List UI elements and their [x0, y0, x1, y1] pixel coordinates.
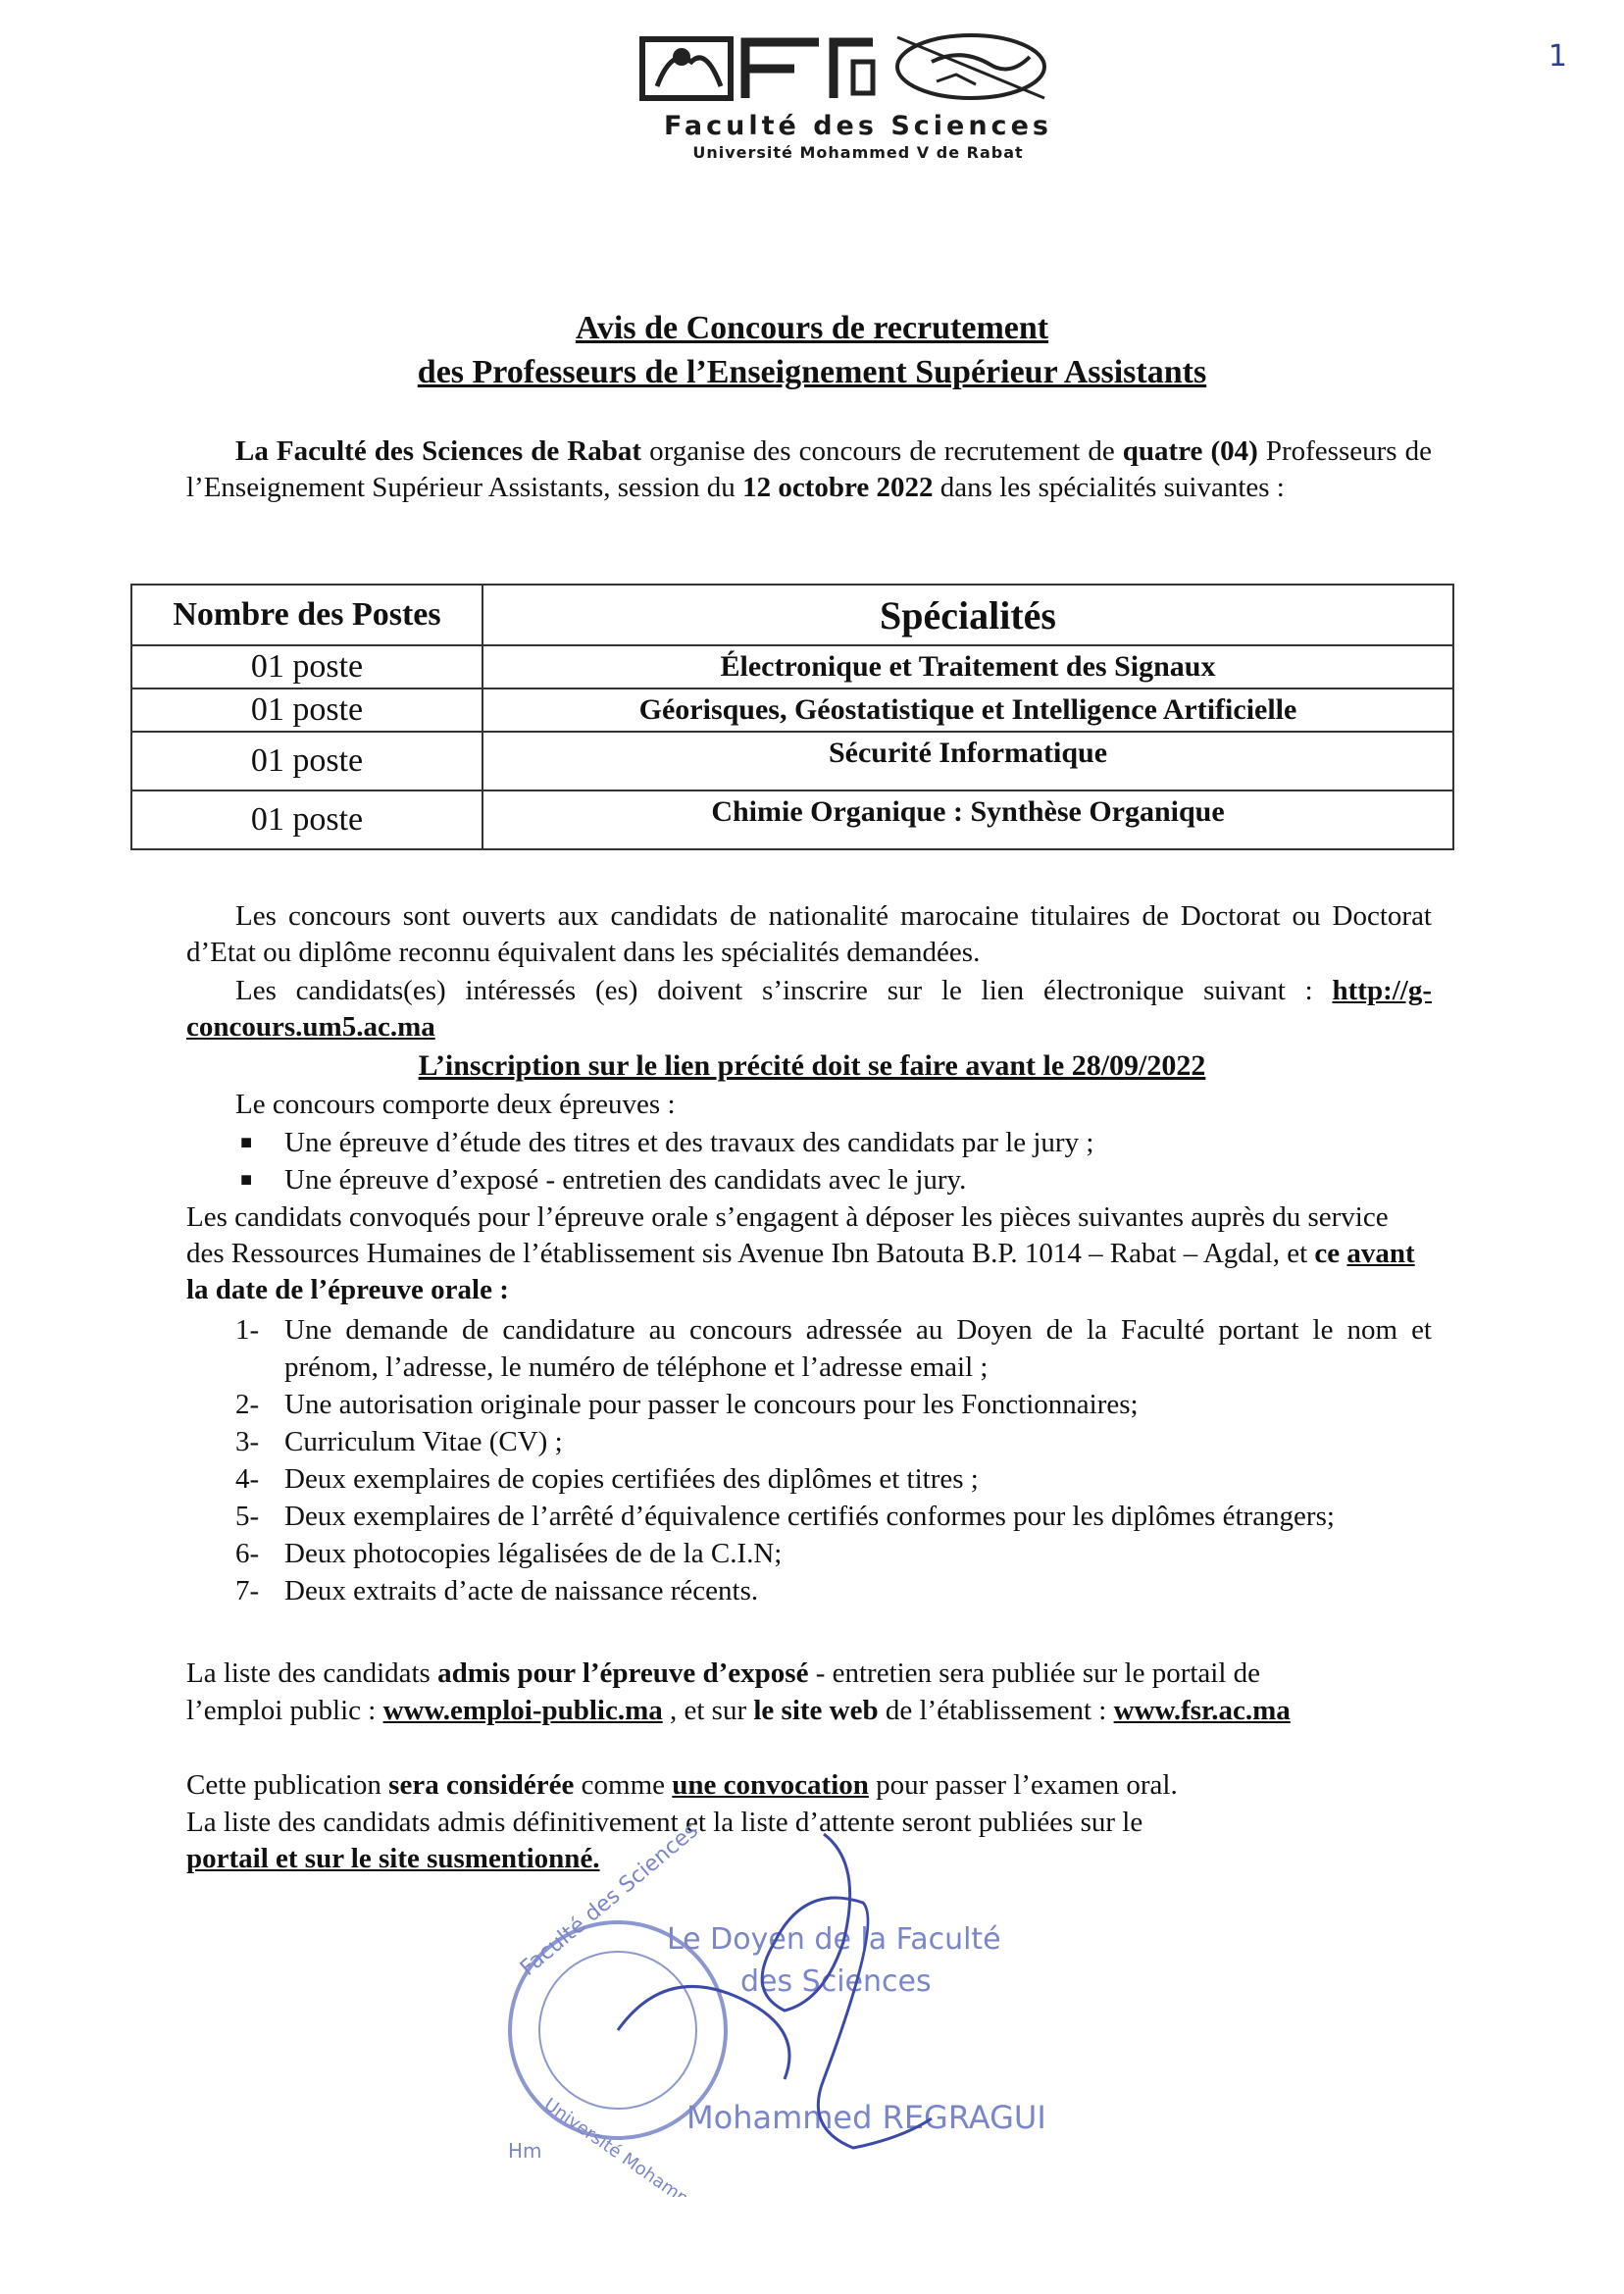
item-number: 4-	[235, 1463, 260, 1495]
stamp-icon	[490, 1824, 1079, 2197]
registration-paragraph	[186, 973, 1432, 1045]
document-item-text: Deux exemplaires de l’arrêté d’équivalence certifiés conformes pour les diplômes étrangers;	[284, 1501, 1335, 1532]
item-number: 5-	[235, 1501, 260, 1532]
publication-text-d: , et sur	[662, 1695, 754, 1726]
signature-name: Mohammed REGRAGUI	[686, 2099, 1046, 2136]
item-number: 3-	[235, 1426, 260, 1457]
intro-text-1: organise des concours de recrutement de	[641, 435, 1123, 467]
table-row	[131, 645, 1453, 688]
item-number: 1-	[235, 1314, 260, 1346]
publication-paragraph	[186, 1655, 1363, 1729]
convocation-bold: sera considérée	[388, 1769, 575, 1801]
positions-table	[130, 584, 1454, 850]
exams-list	[186, 1124, 1432, 1198]
convocation-text-c: comme	[574, 1769, 673, 1801]
row-posts: 01 poste	[131, 688, 482, 732]
faculty-name: Faculté des Sciences	[664, 111, 1052, 141]
row-posts: 01 poste	[131, 732, 482, 790]
list-item	[186, 1124, 1432, 1161]
bullet-icon: ■	[240, 1132, 253, 1153]
intro-org: La Faculté des Sciences de Rabat	[235, 435, 642, 467]
publication-text-f: de l’établissement :	[878, 1695, 1114, 1726]
final-list-bold: portail et sur le site susmentionné.	[186, 1843, 600, 1874]
table-row	[131, 688, 1453, 732]
convocation-text-a: Cette publication	[186, 1769, 389, 1801]
signature-stamp	[490, 1824, 1079, 2197]
fsr-link[interactable]: www.fsr.ac.ma	[1113, 1695, 1291, 1726]
publication-admis: admis pour l’épreuve d’exposé	[437, 1657, 809, 1689]
stamp-bottom-label: Université Mohammed V	[539, 2094, 731, 2197]
faculty-emblem-icon	[637, 27, 1079, 116]
document-item-text: Deux extraits d’acte de naissance récents.	[284, 1575, 759, 1606]
table-row	[131, 732, 1453, 790]
intro-count: quatre (04)	[1122, 435, 1258, 467]
list-item	[186, 1161, 1432, 1198]
item-number: 7-	[235, 1575, 260, 1606]
list-item	[186, 1311, 1432, 1386]
row-posts: 01 poste	[131, 790, 482, 849]
documents-intro-bold-3: la date de l’épreuve orale :	[186, 1274, 509, 1305]
intro-date: 12 octobre 2022	[742, 472, 934, 503]
faculty-logo	[637, 27, 1079, 162]
list-item	[186, 1460, 1432, 1498]
registration-text: Les candidats(es) intéressés (es) doivent s’inscrire sur le lien électronique suivant :	[235, 975, 1313, 1006]
list-item	[186, 1423, 1432, 1460]
title-line-1: Avis de Concours de recrutement	[575, 310, 1049, 346]
item-number: 6-	[235, 1538, 260, 1569]
document-item-text: Deux photocopies légalisées de de la C.I.N;	[284, 1538, 783, 1569]
convocation-paragraph	[186, 1767, 1432, 1804]
documents-intro-bold-2: avant	[1346, 1238, 1415, 1269]
registration-link[interactable]: http://g-concours.um5.ac.ma	[186, 975, 1432, 1043]
list-item	[186, 1535, 1432, 1572]
documents-intro	[186, 1199, 1432, 1308]
final-list-text: La liste des candidats admis définitivement et la liste d’attente seront publiées sur le	[186, 1807, 1143, 1838]
row-posts: 01 poste	[131, 645, 482, 688]
documents-intro-bold-1: ce	[1314, 1238, 1347, 1269]
table-row	[131, 790, 1453, 849]
convocation-underlined: une convocation	[672, 1769, 869, 1801]
stamp-label: Faculté des Sciences	[516, 1824, 703, 1981]
emploi-public-link[interactable]: www.emploi-public.ma	[382, 1695, 663, 1726]
exams-intro: Le concours comporte deux épreuves :	[235, 1089, 676, 1120]
list-item	[186, 1498, 1432, 1535]
eligibility-paragraph: Les concours sont ouverts aux candidats de nationalité marocaine titulaires de Doctorat ou Doctorat d’Etat ou diplôme reconnu équivalent dans les spécialités demandées.	[186, 900, 1432, 968]
header-specialties: Spécialités	[482, 585, 1453, 645]
list-item	[186, 1572, 1432, 1609]
publication-site-web: le site web	[753, 1695, 879, 1726]
bullet-icon: ■	[240, 1169, 253, 1191]
documents-list	[186, 1311, 1432, 1609]
list-item	[186, 1386, 1432, 1423]
row-specialty: Géorisques, Géostatistique et Intelligence Artificielle	[482, 688, 1453, 732]
publication-text-a: La liste des candidats	[186, 1657, 438, 1689]
signature-title-1: Le Doyen de la Faculté	[667, 1922, 1001, 1957]
row-specialty: Chimie Organique : Synthèse Organique	[482, 790, 1453, 849]
intro-paragraph	[186, 433, 1432, 506]
page-number: 1	[1548, 39, 1567, 74]
header-posts: Nombre des Postes	[131, 585, 482, 645]
document-item-text: Une demande de candidature au concours adressée au Doyen de la Faculté portant le nom et prénom, l’adresse, le numéro de téléphone et l’adresse email ;	[284, 1314, 1432, 1383]
document-item-text: Une autorisation originale pour passer le concours pour les Fonctionnaires;	[284, 1389, 1139, 1420]
documents-intro-text: Les candidats convoqués pour l’épreuve orale s’engagent à déposer les pièces suivantes auprès du service des Ressources Humaines de l’établissement sis Avenue Ibn Batouta B.P. 1014 – Rabat – Agdal, et	[186, 1201, 1389, 1269]
item-number: 2-	[235, 1389, 260, 1420]
exam-item-text: Une épreuve d’étude des titres et des travaux des candidats par le jury ;	[284, 1127, 1094, 1158]
publication-text-c: - entretien sera publiée sur le portail de l’emploi public :	[186, 1657, 1261, 1726]
document-item-text: Deux exemplaires de copies certifiées des diplômes et titres ;	[284, 1463, 979, 1495]
title-line-2: des Professeurs de l’Enseignement Supérieur Assistants	[417, 354, 1207, 390]
registration-deadline: L’inscription sur le lien précité doit se faire avant le 28/09/2022	[418, 1049, 1206, 1082]
university-name: Université Mohammed V de Rabat	[692, 143, 1024, 162]
document-item-text: Curriculum Vitae (CV) ;	[284, 1426, 563, 1457]
exam-item-text: Une épreuve d’exposé - entretien des candidats avec le jury.	[284, 1164, 967, 1196]
intro-text-2: Professeurs de l’Enseignement Supérieur Assistants, session du	[186, 435, 1432, 503]
convocation-text-e: pour passer l’examen oral.	[868, 1769, 1178, 1801]
table-header-row	[131, 585, 1453, 645]
row-specialty: Électronique et Traitement des Signaux	[482, 645, 1453, 688]
signature-initials: Hm	[508, 2139, 542, 2163]
signature-title-2: des Sciences	[740, 1964, 932, 1999]
row-specialty: Sécurité Informatique	[482, 732, 1453, 790]
intro-text-3: dans les spécialités suivantes :	[933, 472, 1285, 503]
